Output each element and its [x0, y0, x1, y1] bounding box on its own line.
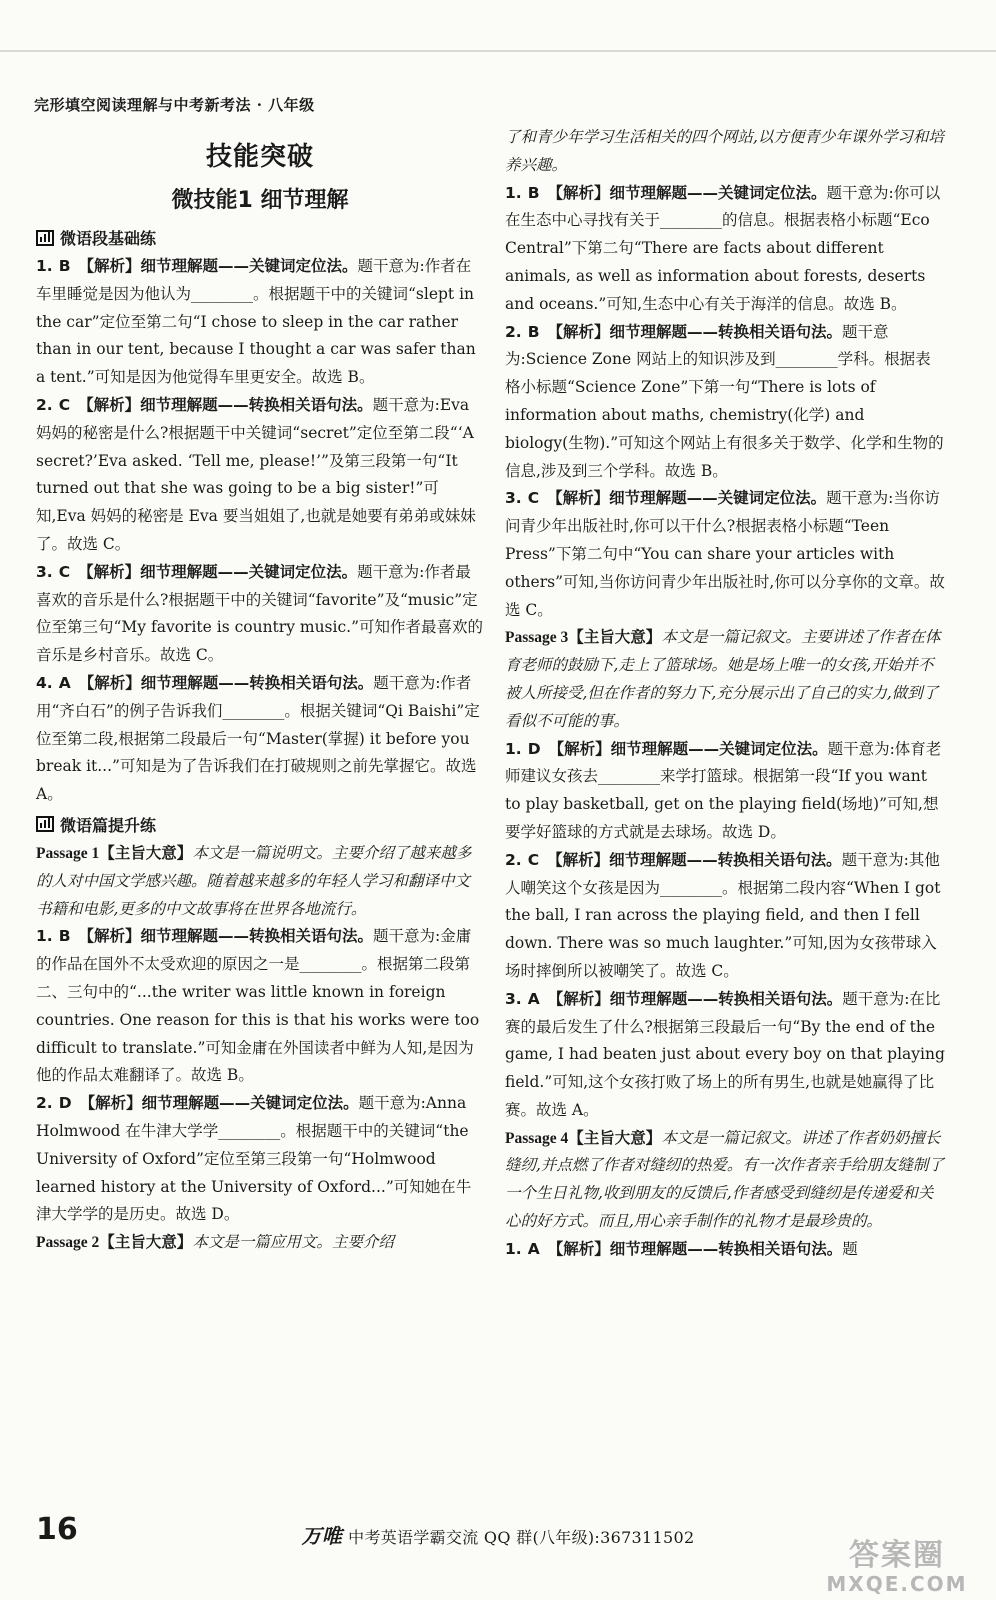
item-number: 3. — [505, 989, 522, 1008]
answer-letter: D — [58, 1094, 72, 1113]
book-title: 完形填空阅读理解与中考新考法 · 八年级 — [34, 96, 315, 114]
answer-letter: B — [58, 257, 71, 275]
passage-summary-text: 本文是一篇记叙文。讲述了作者奶奶擅长缝纫,并点燃了作者对缝纫的热爱。有一次作者亲手给朋友缝制了一个生日礼物,收到朋友的反馈后,作者感受到缝纫是传递爱和关心的好方式。而且,用心亲手制作的礼物才是最珍贵的。 — [505, 1128, 944, 1231]
header-rule — [0, 50, 996, 52]
answer-item — [505, 986, 945, 1125]
analysis-tag: 【解析】细节理解题——关键词定位法。 — [78, 257, 358, 275]
answer-item — [36, 392, 484, 559]
bar-chart-icon — [36, 230, 54, 246]
subsection-title: 微语段基础练 — [60, 229, 157, 248]
passage-name: Passage 2 — [36, 1234, 100, 1252]
passage-summary — [505, 1125, 945, 1236]
chapter-title: 技能突破 — [205, 142, 314, 172]
item-number: 1. — [505, 739, 522, 758]
answer-item — [505, 319, 945, 486]
answer-item — [505, 847, 945, 986]
passage-summary-continued — [505, 124, 945, 180]
answer-letter: D — [527, 739, 541, 758]
passage-summary-text: 了和青少年学习生活相关的四个网站,以方便青少年课外学习和培养兴趣。 — [505, 128, 944, 174]
answer-item — [505, 485, 945, 624]
analysis-text: 题干意为:作者用“齐白石”的例子告诉我们________。根据关键词“Qi Baishi”定位至第二段,根据第二段最后一句“Master(掌握) it before you break it...”可知是为了告诉我们在打破规则之前先掌握它。故选 A。 — [36, 673, 480, 804]
item-number: 3. — [505, 489, 522, 508]
item-number: 1. — [505, 183, 522, 202]
answer-item — [36, 559, 484, 670]
analysis-tag: 【解析】细节理解题——关键词定位法。 — [548, 739, 828, 758]
passage-summary-text: 本文是一篇记叙文。主要讲述了作者在体育老师的鼓励下,走上了篮球场。她是场上唯一的女孩,开始并不被人所接受,但在作者的努力下,充分展示出了自己的实力,做到了看似不可能的事。 — [505, 628, 941, 730]
analysis-text: 题干意为:你可以在生态中心寻找有关于________的信息。根据表格小标题“Eco Central”下第二句“There are facts about different animals, as well as information about forests, deserts and oceans.”可知,生态中心有关于海洋的信息。故选 B。 — [505, 183, 941, 313]
analysis-tag: 【解析】细节理解题——关键词定位法。 — [547, 489, 827, 508]
item-number: 1. — [36, 927, 53, 946]
passage-name: Passage 3 — [505, 629, 569, 647]
answer-item — [36, 670, 484, 809]
answer-letter: A — [527, 989, 540, 1008]
item-number: 2. — [505, 850, 522, 869]
answer-letter: B — [527, 322, 540, 341]
analysis-text: 题干意为:Science Zone 网站上的知识涉及到________学科。根据表格小标题“Science Zone”下第一句“There is lots of information about maths, chemistry(化学) and biology(生物).”可知这个网站上有很多关于数学、化学和生物的信息,涉及到三个学科。故选 B。 — [505, 322, 944, 480]
watermark-en: MXQE.COM — [826, 1572, 968, 1596]
passage-summary — [505, 624, 945, 735]
answer-letter: C — [527, 850, 540, 869]
bar-chart-icon — [36, 816, 54, 832]
brand-logo: 万唯 — [301, 1524, 343, 1548]
passage-tag: 【主旨大意】 — [99, 843, 193, 862]
analysis-text: 题干意为:金庸的作品在国外不太受欢迎的原因之一是________。根据第二段第二、三句中的“...the writer was little known in foreign countries. One reason for this is that his works were too difficult to translate.”可知金庸在外国读者中鲜为人知,是因为他的作品太难翻译了。故选 B。 — [36, 927, 480, 1085]
answer-item — [505, 180, 945, 319]
answer-letter: C — [58, 562, 71, 581]
passage-summary-text: 本文是一篇说明文。主要介绍了越来越多的人对中国文学感兴趣。随着越来越多的年轻人学习和翻译中文书籍和电影,更多的中文故事将在世界各地流行。 — [36, 843, 472, 918]
passage-name: Passage 4 — [505, 1129, 569, 1147]
passage-tag: 【主旨大意】 — [568, 628, 662, 647]
watermark — [822, 1540, 972, 1598]
passage-summary — [36, 840, 484, 923]
analysis-text: 题干意为:Anna Holmwood 在牛津大学学________。根据题干中的关键词“the University of Oxford”定位至第三段第一句“Holmwood learned history at the University of Oxford...”可知她在牛津大学学的是历史。故选 D。 — [36, 1094, 472, 1224]
answer-letter: B — [527, 183, 540, 202]
analysis-tag: 【解析】细节理解题——转换相关语句法。 — [78, 395, 373, 414]
passage-name: Passage 1 — [36, 844, 100, 862]
analysis-tag: 【解析】细节理解题——关键词定位法。 — [79, 1094, 359, 1113]
analysis-text: 题干意为:作者在车里睡觉是因为他认为________。根据题干中的关键词“slept in the car”定位至第二句“I chose to sleep in the car rather than in our tent, because I thought a car was safer than a tent.”可知是因为他觉得车里更安全。故选 B。 — [36, 257, 476, 387]
answer-letter: C — [527, 489, 540, 508]
right-column — [505, 124, 945, 1264]
subsection-heading — [36, 813, 484, 836]
item-number: 3. — [36, 562, 53, 581]
answer-letter: B — [58, 927, 71, 946]
passage-summary-text: 本文是一篇应用文。主要介绍 — [192, 1233, 394, 1252]
item-number: 4. — [36, 673, 53, 692]
answer-item — [36, 253, 484, 392]
item-number: 2. — [505, 322, 522, 341]
analysis-text: 题干意为:其他人嘲笑这个女孩是因为________。根据第二段内容“When I got the ball, I ran across the playing field, and then I fell down. There was so much laughter.”可知,因为女孩带球入场时摔倒所以被嘲笑了。故选 C。 — [505, 850, 941, 980]
item-number: 2. — [36, 395, 53, 414]
analysis-text: 题干意为:Eva 妈妈的秘密是什么?根据题干中关键词“secret”定位至第二段“‘A secret?’Eva asked. ‘Tell me, please!’”及第三段第一句“It turned out that she was going to be a big sister!”可知,Eva 妈妈的秘密是 Eva 要当姐姐了,也就是她要有弟弟或妹妹了。故选 C。 — [36, 395, 476, 553]
left-column — [36, 128, 484, 1257]
analysis-text: 题 — [842, 1239, 858, 1258]
answer-item — [36, 923, 484, 1090]
page-number: 16 — [36, 1512, 78, 1547]
analysis-text: 题干意为:当你访问青少年出版社时,你可以干什么?根据表格小标题“Teen Press”下第二句中“You can share your articles with others”可知,当你访问青少年出版社时,你可以分享你的文章。故选 C。 — [505, 489, 945, 619]
answer-letter: A — [527, 1239, 540, 1258]
analysis-tag: 【解析】细节理解题——关键词定位法。 — [78, 562, 358, 581]
analysis-tag: 【解析】细节理解题——转换相关语句法。 — [547, 850, 842, 869]
analysis-text: 题干意为:作者最喜欢的音乐是什么?根据题干中的关键词“favorite”及“music”定位至第三句“My favorite is country music.”可知作者最喜欢的音乐是乡村音乐。故选 C。 — [36, 562, 484, 665]
passage-tag: 【主旨大意】 — [568, 1128, 662, 1147]
analysis-tag: 【解析】细节理解题——关键词定位法。 — [547, 183, 827, 202]
analysis-tag: 【解析】细节理解题——转换相关语句法。 — [547, 1239, 843, 1258]
analysis-text: 题干意为:在比赛的最后发生了什么?根据第三段最后一句“By the end of the game, I had beaten just about every boy on that playing field.”可知,这个女孩打败了场上的所有男生,也就是她赢得了比赛。故选 A。 — [505, 989, 945, 1119]
answer-letter: A — [58, 673, 71, 692]
analysis-tag: 【解析】细节理解题——转换相关语句法。 — [78, 927, 374, 946]
passage-summary — [36, 1229, 484, 1257]
answer-item — [505, 736, 945, 847]
answer-item — [36, 1090, 484, 1229]
analysis-tag: 【解析】细节理解题——转换相关语句法。 — [547, 322, 843, 341]
subsection-title: 微语篇提升练 — [60, 815, 157, 835]
section-title: 微技能1 细节理解 — [171, 188, 349, 213]
subsection-heading — [36, 226, 484, 249]
footer-text: 中考英语学霸交流 QQ 群(八年级):367311502 — [348, 1528, 695, 1547]
item-number: 2. — [36, 1094, 53, 1113]
item-number: 1. — [505, 1239, 522, 1258]
watermark-cn: 答案圈 — [849, 1538, 945, 1573]
analysis-tag: 【解析】细节理解题——转换相关语句法。 — [78, 673, 374, 692]
analysis-text: 题干意为:体育老师建议女孩去________来学打篮球。根据第一段“If you want to play basketball, get on the playing field(场地)”可知,想要学好篮球的方式就是去球场。故选 D。 — [505, 739, 942, 841]
answer-letter: C — [58, 395, 71, 414]
passage-tag: 【主旨大意】 — [99, 1233, 193, 1252]
answer-item — [505, 1236, 945, 1264]
analysis-tag: 【解析】细节理解题——转换相关语句法。 — [547, 989, 843, 1008]
item-number: 1. — [36, 257, 53, 275]
